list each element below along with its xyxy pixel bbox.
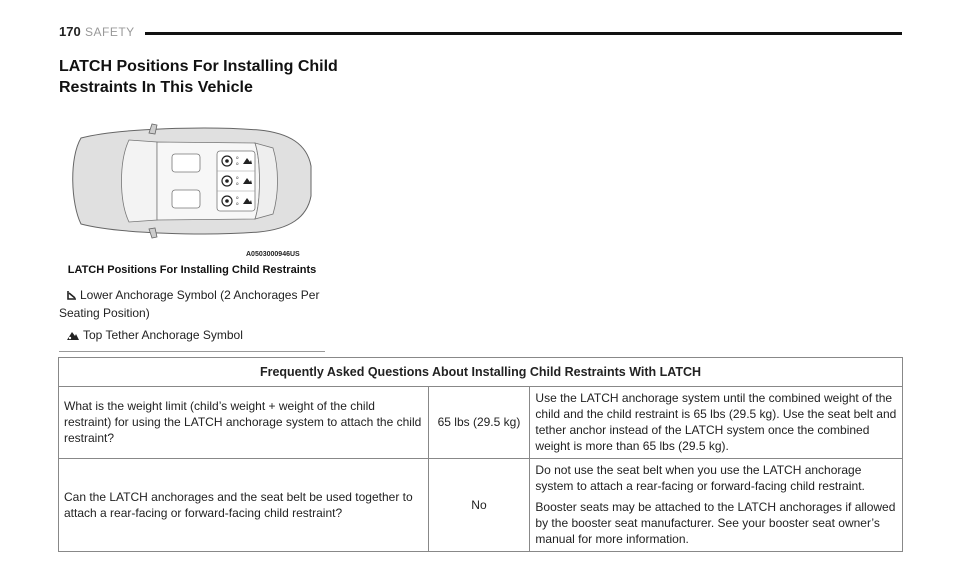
legend-label: Top Tether Anchorage Symbol [83,328,243,342]
page-number: 170 [59,24,81,39]
top-tether-anchorage-icon [66,330,80,341]
svg-text:o: o [236,201,239,206]
svg-text:o: o [236,195,239,200]
vehicle-latch-diagram [59,116,329,266]
table-row [59,387,903,459]
svg-text:o: o [236,155,239,160]
svg-text:o: o [236,175,239,180]
detail-cell [530,387,903,459]
svg-text:o: o [236,181,239,186]
figure-code: A0503000946US [246,251,300,258]
symbol-legend [59,286,325,352]
legend-label: Lower Anchorage Symbol (2 Anchorages Per Seating Position) [59,288,320,320]
question-cell: Can the LATCH anchorages and the seat belt be used together to attach a rear-facing or forward-facing child restraint? [59,459,429,552]
answer-cell: 65 lbs (29.5 kg) [428,387,530,459]
question-cell: What is the weight limit (child’s weight + weight of the child restraint) for using the LATCH anchorage system to attach the child restraint? [59,387,429,459]
svg-text:o: o [236,161,239,166]
answer-cell: No [428,459,530,552]
faq-table [58,357,903,552]
page-header [59,24,902,46]
detail-paragraph: Use the LATCH anchorage system until the combined weight of the child and the child restraint is 65 lbs (29.5 kg). Use the seat belt and tether anchor instead of the LATCH system once the combined weight is more than 65 lbs (29.5 kg). [535,391,897,453]
legend-item-top-tether [59,326,325,344]
detail-cell [530,459,903,552]
figure-caption: LATCH Positions For Installing Child Restraints [67,264,317,276]
header-rule [145,32,902,35]
section-heading: LATCH Positions For Installing Child Restraints In This Vehicle [59,58,338,96]
detail-paragraph: Do not use the seat belt when you use the LATCH anchorage system to attach a rear-facing or forward-facing child restraint. [535,463,865,493]
lower-anchorage-icon [66,290,77,301]
table-title: Frequently Asked Questions About Installing Child Restraints With LATCH [59,358,903,387]
detail-paragraph: Booster seats may be attached to the LATCH anchorages if allowed by the booster seat manufacturer. See your booster seat owner’s manual for more information. [535,500,896,546]
table-row [59,459,903,552]
section-title: SAFETY [85,25,135,39]
legend-item-lower-anchorage [59,286,325,322]
